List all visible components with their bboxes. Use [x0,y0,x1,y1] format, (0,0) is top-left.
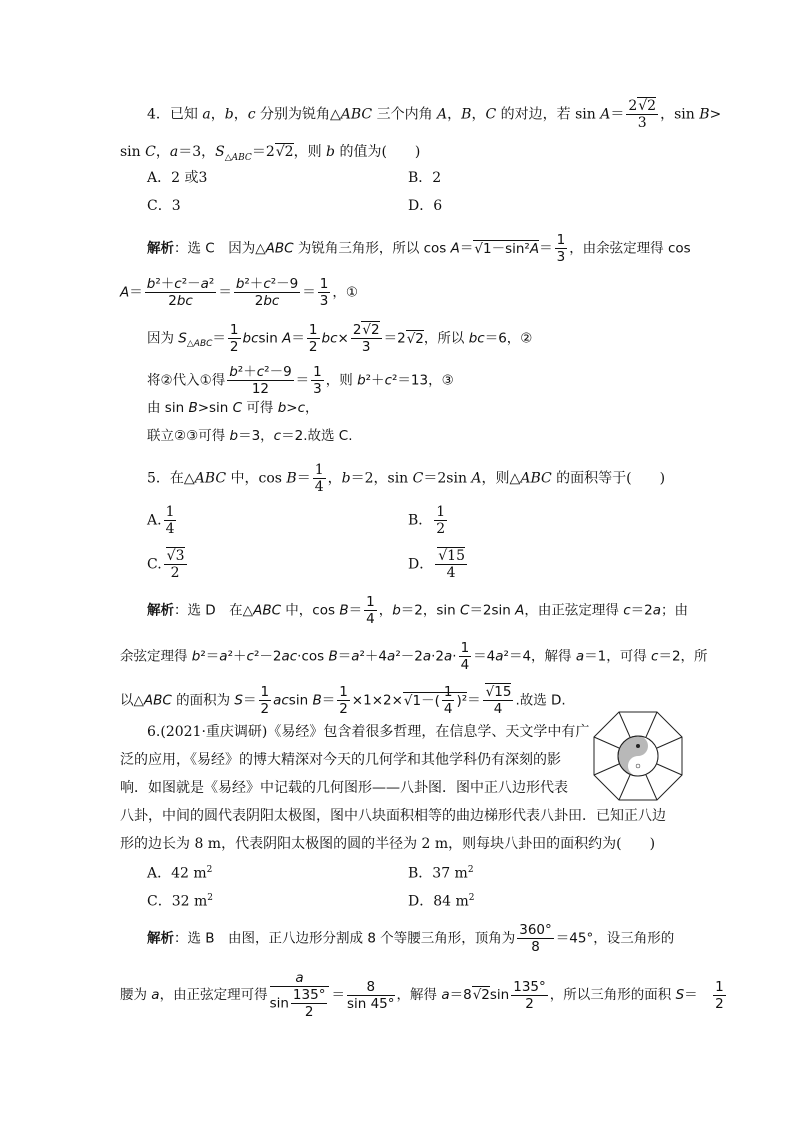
q4-stem-line1: 4．已知 a，b，c 分别为锐角△ABC 三个内角 A，B，C 的对边，若 sin A＝ $\frac{2√2}{3}$ ，sin B> [147,98,722,131]
q5-option-a: A. $\frac{1}{4}$ [147,504,175,537]
q4-solution-line2: A＝ $\frac{\text{b²＋c²－a²}}{2bc}$ ＝ $\frac{\text{b²＋c²－9}}{2bc}$ ＝ $\frac{1}{3}$ ，① [120,276,358,309]
q6-solution-line1: 解析：选 B 由图，正八边形分割成 8 个等腰三角形，顶角为 $\frac{360^\circ}{8}$ ＝45°，设三角形的 [147,922,675,955]
q4-solution-line4: 将②代入①得 $\frac{\text{b²＋c²－9}}{12}$ ＝ $\frac{1}{3}$ ，则 b²＋c²＝13，③ [147,364,454,397]
q4-solution-line3: 因为 $S_{\triangle ABC}=$ $\frac{1}{2}$ bcsin A＝ $\frac{1}{2}$ bc× $\frac{2√2}{3}$ ＝2√2，所以 bc＝6，② [147,322,533,355]
q6-option-d: D．84 $m^2$ [408,893,475,910]
bagua-diagram [592,710,684,802]
q6-stem-line5: 形的边长为 8 m，代表阴阳太极图的圆的半径为 2 m，则每块八卦田的面积约为( ) [120,836,656,852]
q6-stem-line3: 响．如图就是《易经》中记载的几何图形——八卦图．图中正八边形代表 [120,780,568,796]
q6-option-c: C．32 $m^2$ [147,893,213,910]
q4-solution-line5: 由 sin B>sin C 可得 b>c， [147,400,319,416]
q6-option-a: A．42 $m^2$ [147,865,213,882]
q4-option-b: B．2 [408,170,442,186]
q6-stem-line2: 泛的应用，《易经》的博大精深对今天的几何学和其他学科仍有深刻的影 [120,752,561,768]
q5-solution-line3: 以△ABC 的面积为 S＝ $\frac{1}{2}$ acsin B＝ $\frac{1}{2}$ ×1×2×√1－( $\frac{1}{4}$ )²＝ $\frac{√15}{4}$ .故选 D. [120,684,566,717]
q4-solution-line1: 解析：选 C 因为△ABC 为锐角三角形，所以 cos A＝√1－sin²A＝ $\frac{1}{3}$ ，由余弦定理得 cos [147,232,691,265]
q4-solution-line6: 联立②③可得 b＝3，c＝2.故选 C. [147,428,353,444]
q4-option-d: D．6 [408,198,443,214]
q5-solution-line1: 解析：选 D 在△ABC 中，cos B＝ $\frac{1}{4}$ ，b＝2，sin C＝2sin A，由正弦定理得 c＝2a；由 [147,594,689,627]
q4-option-a: A．2 或3 [147,170,208,186]
q6-option-b: B．37 $m^2$ [408,865,474,882]
q5-stem: 5．在△ABC 中，cos B＝ $\frac{1}{4}$ ，b＝2，sin C＝2sin A，则△ABC 的面积等于( ) [147,462,666,495]
q4-stem-line2: sin C，a＝3，$S_{\triangle ABC}=2√2$，则 b 的值为( ) [120,144,421,163]
q5-option-c: C. $\frac{√3}{2}$ [147,548,185,581]
q6-stem-line4: 八卦，中间的圆代表阴阳太极图，图中八块面积相等的曲边梯形代表八卦田．已知正八边 [120,808,666,824]
q5-option-d: D． $\frac{√15}{4}$ [408,548,465,581]
q6-stem-line1: 6.(2021·重庆调研)《易经》包含着很多哲理，在信息学、天文学中有广 [147,724,590,740]
q5-option-b: B． $\frac{1}{2}$ [408,504,446,537]
q5-solution-line2: 余弦定理得 b²＝a²＋c²－2ac·cos B＝a²＋4a²－2a·2a· $\frac{1}{4}$ ＝4a²＝4，解得 a＝1，可得 c＝2，所 [120,640,708,673]
q6-solution-line2: 腰为 a，由正弦定理可得 a sin $\frac{135^\circ}{2}$ ＝ $\frac{8}{\sin 45^\circ}$ ，解得 a＝8√2sin $\frac{135^\circ}{2}$ ，所以三角形的面积 S＝ $\frac{1}{2}$ [120,970,724,1020]
q4-option-c: C．3 [147,198,181,214]
